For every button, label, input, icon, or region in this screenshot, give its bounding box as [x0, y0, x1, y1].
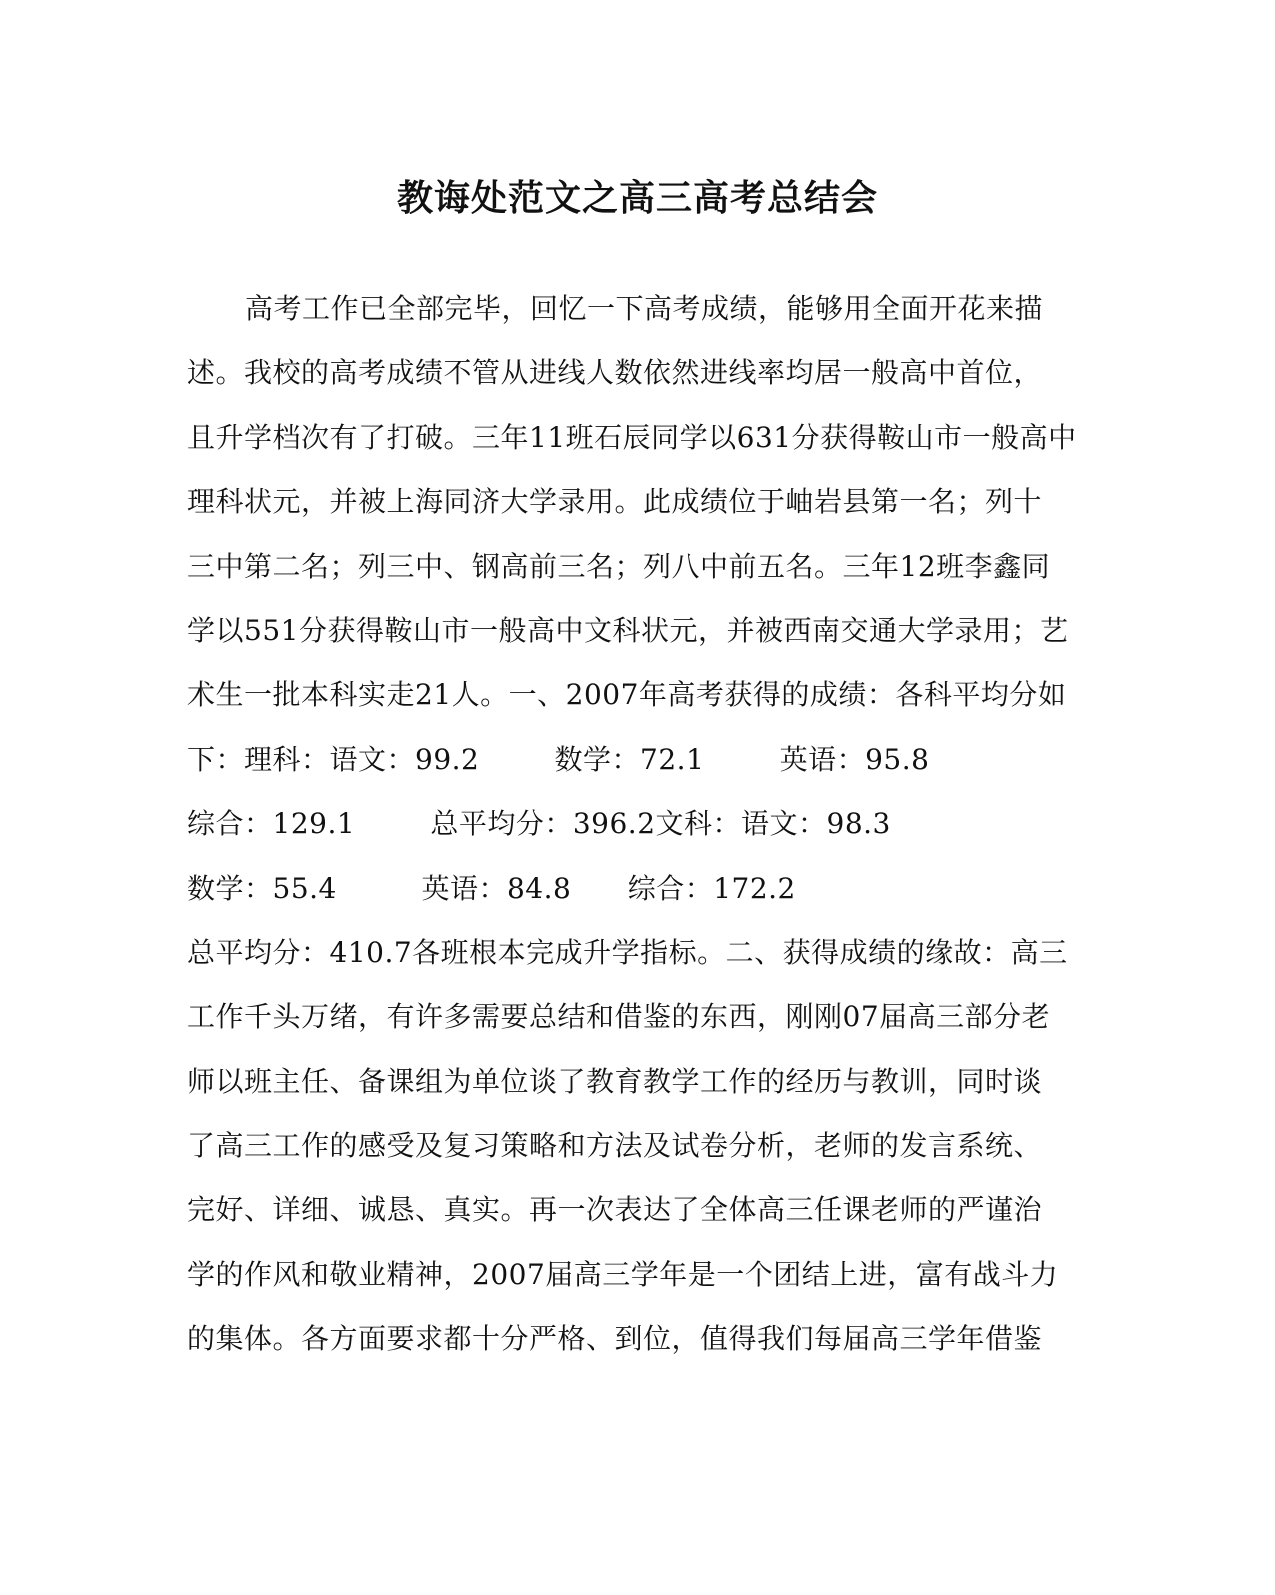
- paragraph-line: 述。我校的高考成绩不管从进线人数依然进线率均居一般高中首位，: [187, 356, 1043, 390]
- paragraph-line: 完好、详细、诚恳、真实。再一次表达了全体高三任课老师的严谨治: [187, 1193, 1043, 1227]
- paragraph-line: 工作千头万绪，有许多需要总结和借鉴的东西，刚刚07届高三部分老: [187, 1000, 1051, 1034]
- document-body: [187, 283, 1087, 1378]
- paragraph-line: 总平均分：410.7各班根本完成升学指标。二、获得成绩的缘故：高三: [187, 935, 1068, 969]
- paragraph-line: 理科状元，并被上海同济大学录用。此成绩位于岫岩县第一名；列十: [187, 485, 1043, 519]
- paragraph-line: 学的作风和敬业精神，2007届高三学年是一个团结上进，富有战斗力: [187, 1257, 1059, 1291]
- paragraph-line: 的集体。各方面要求都十分严格、到位，值得我们每届高三学年借鉴: [187, 1322, 1043, 1356]
- paragraph-line: 且升学档次有了打破。三年11班石辰同学以631分获得鞍山市一般高中: [187, 420, 1077, 454]
- paragraph-line: 三中第二名；列三中、钢高前三名；列八中前五名。三年12班李鑫同: [187, 549, 1051, 583]
- paragraph-line: 了高三工作的感受及复习策略和方法及试卷分析，老师的发言系统、: [187, 1129, 1043, 1163]
- paragraph-line: 下：理科：语文：99.2 数学：72.1 英语：95.8: [187, 742, 930, 776]
- paragraph-line: 高考工作已全部完毕，回忆一下高考成绩，能够用全面开花来描: [245, 292, 1044, 325]
- paragraph-line: 数学：55.4 英语：84.8 综合：172.2: [187, 871, 796, 905]
- paragraph-line: 师以班主任、备课组为单位谈了教育教学工作的经历与教训，同时谈: [187, 1064, 1043, 1098]
- document-title: 教诲处范文之高三高考总结会: [396, 177, 878, 219]
- paragraph-line: 术生一批本科实走21人。一、2007年高考获得的成绩：各科平均分如: [187, 678, 1067, 712]
- paragraph-line: 学以551分获得鞍山市一般高中文科状元，并被西南交通大学录用；艺: [187, 613, 1069, 647]
- paragraph-line: 综合：129.1 总平均分：396.2文科：语文：98.3: [187, 807, 891, 841]
